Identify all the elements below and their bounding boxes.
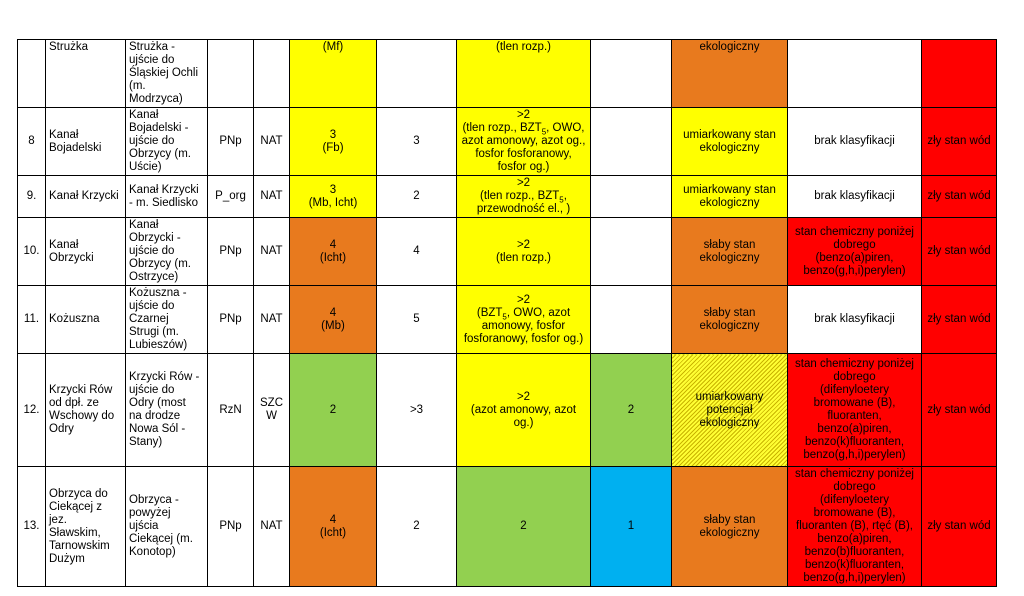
cell-type: RzN (208, 354, 254, 467)
cell-chem-status (788, 40, 922, 108)
cell-overall: zły stan wód (922, 354, 997, 467)
cell-name: Kanał Krzycki (46, 176, 126, 218)
cell-name: Kożuszna (46, 286, 126, 354)
cell-bio: 4 (Mb) (290, 286, 377, 354)
cell-type: PNp (208, 467, 254, 587)
cell-bio: 3 (Mb, Icht) (290, 176, 377, 218)
table-row (18, 218, 997, 286)
cell-status: NAT (254, 467, 290, 587)
cell-chem-status: brak klasyfikacji (788, 108, 922, 176)
cell-no: 10. (18, 218, 46, 286)
cell-bio: 4 (Icht) (290, 218, 377, 286)
cell-status: SZC W (254, 354, 290, 467)
cell-physchem: (tlen rozp.) (457, 40, 591, 108)
cell-no: 12. (18, 354, 46, 467)
cell-status: NAT (254, 176, 290, 218)
cell-section: Kanał Obrzycki - ujście do Obrzycy (m. Ostrzyce) (126, 218, 208, 286)
cell-type: PNp (208, 286, 254, 354)
cell-overall: zły stan wód (922, 286, 997, 354)
cell-eco-status: umiarkowany potencjał ekologiczny (672, 354, 788, 467)
cell-no: 11. (18, 286, 46, 354)
cell-physchem: 2 (457, 467, 591, 587)
cell-no: 9. (18, 176, 46, 218)
cell-status: NAT (254, 218, 290, 286)
cell-hydro: >3 (377, 354, 457, 467)
cell-eco-status: umiarkowany stan ekologiczny (672, 108, 788, 176)
cell-name: Kanał Bojadelski (46, 108, 126, 176)
table-row (18, 354, 997, 467)
cell-bio: 4 (Icht) (290, 467, 377, 587)
cell-name: Kanał Obrzycki (46, 218, 126, 286)
cell-specific: 1 (591, 467, 672, 587)
cell-eco-status: słaby stan ekologiczny (672, 218, 788, 286)
cell-name: Obrzyca do Ciekącej z jez. Sławskim, Tarnowskim Dużym (46, 467, 126, 587)
cell-section: Strużka - ujście do Śląskiej Ochli (m. Modrzyca) (126, 40, 208, 108)
cell-chem-status: brak klasyfikacji (788, 286, 922, 354)
cell-eco-status: ekologiczny (672, 40, 788, 108)
table-row (18, 40, 997, 108)
cell-physchem: >2 ($BZT_5$, OWO, azot amonowy, fosfor fosforanowy, fosfor og.) (457, 286, 591, 354)
cell-hydro: 2 (377, 467, 457, 587)
cell-hydro: 3 (377, 108, 457, 176)
cell-overall: zły stan wód (922, 467, 997, 587)
cell-overall: zły stan wód (922, 218, 997, 286)
cell-status: NAT (254, 108, 290, 176)
cell-status (254, 40, 290, 108)
table-row (18, 108, 997, 176)
cell-specific (591, 40, 672, 108)
cell-no: 13. (18, 467, 46, 587)
cell-physchem: >2 (tlen rozp.) (457, 218, 591, 286)
cell-physchem: >2 (azot amonowy, azot og.) (457, 354, 591, 467)
cell-eco-status: umiarkowany stan ekologiczny (672, 176, 788, 218)
cell-eco-status: słaby stan ekologiczny (672, 286, 788, 354)
cell-section: Obrzyca - powyżej ujścia Ciekącej (m. Konotop) (126, 467, 208, 587)
cell-hydro: 5 (377, 286, 457, 354)
cell-section: Kanał Bojadelski - ujście do Obrzycy (m. Uście) (126, 108, 208, 176)
table-row (18, 286, 997, 354)
cell-specific (591, 218, 672, 286)
cell-chem-status: brak klasyfikacji (788, 176, 922, 218)
cell-status: NAT (254, 286, 290, 354)
table-row (18, 176, 997, 218)
cell-hydro: 2 (377, 176, 457, 218)
cell-chem-status: stan chemiczny poniżej dobrego (difenyloetery bromowane (B), fluoranten (B), rtęć (B), benzo(a)piren, benzo(b)fluoranten, benzo(k)fluoranten, benzo(g,h,i)perylen) (788, 467, 922, 587)
cell-overall: zły stan wód (922, 108, 997, 176)
cell-bio: 3 (Fb) (290, 108, 377, 176)
cell-hydro: 4 (377, 218, 457, 286)
cell-type: PNp (208, 218, 254, 286)
cell-name: Strużka (46, 40, 126, 108)
water-status-table (17, 39, 997, 587)
cell-bio: 2 (290, 354, 377, 467)
cell-section: Krzycki Rów - ujście do Odry (most na drodze Nowa Sól - Stany) (126, 354, 208, 467)
cell-bio: (Mf) (290, 40, 377, 108)
cell-name: Krzycki Rów od dpł. ze Wschowy do Odry (46, 354, 126, 467)
cell-no (18, 40, 46, 108)
cell-type (208, 40, 254, 108)
cell-overall (922, 40, 997, 108)
cell-chem-status: stan chemiczny poniżej dobrego (benzo(a)piren, benzo(g,h,i)perylen) (788, 218, 922, 286)
cell-hydro (377, 40, 457, 108)
cell-section: Kożuszna - ujście do Czarnej Strugi (m. Lubieszów) (126, 286, 208, 354)
cell-specific (591, 176, 672, 218)
cell-specific (591, 108, 672, 176)
cell-physchem: >2 (tlen rozp., $BZT_5$, OWO, azot amonowy, azot og., fosfor fosforanowy, fosfor og.) (457, 108, 591, 176)
cell-chem-status: stan chemiczny poniżej dobrego (difenyloetery bromowane (B), fluoranten, benzo(a)piren, benzo(k)fluoranten, benzo(g,h,i)perylen) (788, 354, 922, 467)
cell-specific (591, 286, 672, 354)
cell-overall: zły stan wód (922, 176, 997, 218)
cell-section: Kanał Krzycki - m. Siedlisko (126, 176, 208, 218)
table-row (18, 467, 997, 587)
cell-type: PNp (208, 108, 254, 176)
cell-physchem: >2 (tlen rozp., $BZT_5$, przewodność el., ) (457, 176, 591, 218)
cell-specific: 2 (591, 354, 672, 467)
cell-no: 8 (18, 108, 46, 176)
cell-type: P_org (208, 176, 254, 218)
cell-eco-status: słaby stan ekologiczny (672, 467, 788, 587)
